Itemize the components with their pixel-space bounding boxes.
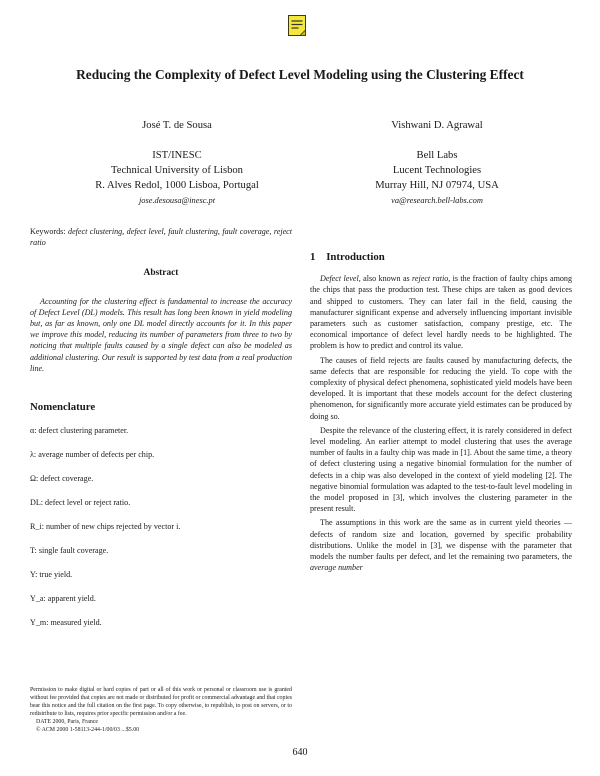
- keywords-text: defect clustering, defect level, fault clustering, fault coverage, reject ratio: [30, 227, 293, 248]
- keywords: [30, 226, 292, 248]
- keywords-label: Keywords:: [30, 227, 66, 236]
- page-number: 640: [292, 747, 308, 758]
- nomenclature-item: T: single fault coverage.: [30, 546, 109, 556]
- left-column: [30, 226, 292, 628]
- copyright-notice: [30, 686, 292, 734]
- term-reject-ratio: reject ratio: [412, 274, 449, 284]
- author-name: José T. de Sousa: [142, 120, 212, 131]
- nomenclature-item: DL: defect level or reject ratio.: [30, 498, 131, 508]
- nomenclature-item: λ: average number of defects per chip.: [30, 450, 155, 460]
- section-title: Introduction: [326, 251, 385, 263]
- sticky-note-icon[interactable]: [288, 15, 306, 36]
- intro-paragraph-4: The assumptions in this work are the same as in current yield theories — defects of random size and location, governed by specific probability distributions. Unlike the model in [3], we dispense with the parameter that models the number faults per defect, and let the remaining two parameters, the average number: [310, 518, 572, 573]
- nomenclature-item: Y: true yield.: [30, 570, 73, 580]
- section-number: 1: [310, 251, 316, 263]
- intro-paragraph-2: The causes of field rejects are faults caused by manufacturing defects, the same defects that are responsible for reducing the yield. To cope with the complexity of physical defect phenomena, sophisticated yield models have been developed. It is important that these models account for the defect clustering phenomenon, for significantly more accurate yield estimates can be produced by doing so.: [310, 355, 572, 421]
- author-affiliation: IST/INESC: [152, 150, 202, 161]
- term-defect-level: Defect level: [320, 274, 359, 284]
- author-name: Vishwani D. Agrawal: [391, 120, 483, 131]
- author-address: R. Alves Redol, 1000 Lisboa, Portugal: [95, 180, 259, 191]
- nomenclature-item: Y_m: measured yield.: [30, 618, 102, 628]
- paper-title: Reducing the Complexity of Defect Level Modeling using the Clustering Effect: [76, 67, 524, 82]
- author-address: Murray Hill, NJ 07974, USA: [375, 180, 499, 191]
- author-affiliation: Lucent Technologies: [392, 165, 482, 176]
- nomenclature-item: Ω: defect coverage.: [30, 474, 94, 484]
- author-email: jose.desousa@inesc.pt: [138, 196, 216, 205]
- nomenclature-item: Y_a: apparent yield.: [30, 594, 96, 604]
- author-email: va@research.bell-labs.com: [391, 196, 483, 205]
- author-affiliation: Bell Labs: [416, 150, 458, 161]
- intro-paragraph-3: Despite the relevance of the clustering effect, it is rarely considered in defect level modeling. An earlier attempt to model clustering that uses the average number of faults in a faulty chip was made in [1]. About the same time, a theory of defect clustering using a negative binomial formulation for the number of defects in a chip was also developed in the context of yield modeling [2]. The negative binomial formulation was adapted to the test-to-fault level modeling in the model proposed in [3], which involves the clustering parameter in the present result.: [310, 425, 572, 514]
- author-affiliation: Technical University of Lisbon: [111, 165, 243, 176]
- right-column: [310, 252, 572, 573]
- nomenclature-list: [30, 425, 292, 628]
- abstract-heading: Abstract: [143, 268, 179, 279]
- author-block-2: [322, 118, 552, 208]
- nomenclature-item: R_i: number of new chips rejected by vector i.: [30, 522, 181, 532]
- term-average-number: average number: [310, 563, 363, 573]
- venue-text: DATE 2000, Paris, France: [36, 719, 99, 725]
- nomenclature-item: α: defect clustering parameter.: [30, 426, 129, 436]
- section-heading-introduction: [310, 252, 572, 263]
- permission-text: Permission to make digital or hard copies of part or all of this work or personal or classroom use is granted without fee provided that copies are not made or distributed for profit or commercial advantage and that copies bear this notice and the full citation on the first page. To copy otherwise, to republish, to post on servers, or to redistribute to lists, requires prior specific permission and/or a fee.: [30, 687, 292, 717]
- copyright-text: © ACM 2000 1-58113-244-1/00/03 ...$5.00: [36, 727, 140, 733]
- intro-paragraph-1: Defect level, also known as reject ratio, is the fraction of faulty chips among the chips that pass the production test. These chips are taken as good devices and shipped to customers. They can later fail in the field, causing the manufacturer significant expense and adversely influencing important invisible parameters such as customer satisfaction, company prestige, etc. The economical importance of defect level hardly needs to be highlighted. The problem is how to predict and control its value.: [310, 274, 573, 351]
- nomenclature-heading: Nomenclature: [30, 401, 96, 414]
- author-block-1: [62, 118, 292, 208]
- abstract-text: Accounting for the clustering effect is fundamental to increase the accuracy of Defect Level (DL) models. This result has long been known in yield modeling but, as far as known, only one DL model directly accounts for it. In this paper we improve this model, reducing its number of parameters from three to two by noticing that multiple faults caused by a single defect can also be modeled as additional clustering. Our result is supported by test data from a real production line.: [30, 296, 292, 373]
